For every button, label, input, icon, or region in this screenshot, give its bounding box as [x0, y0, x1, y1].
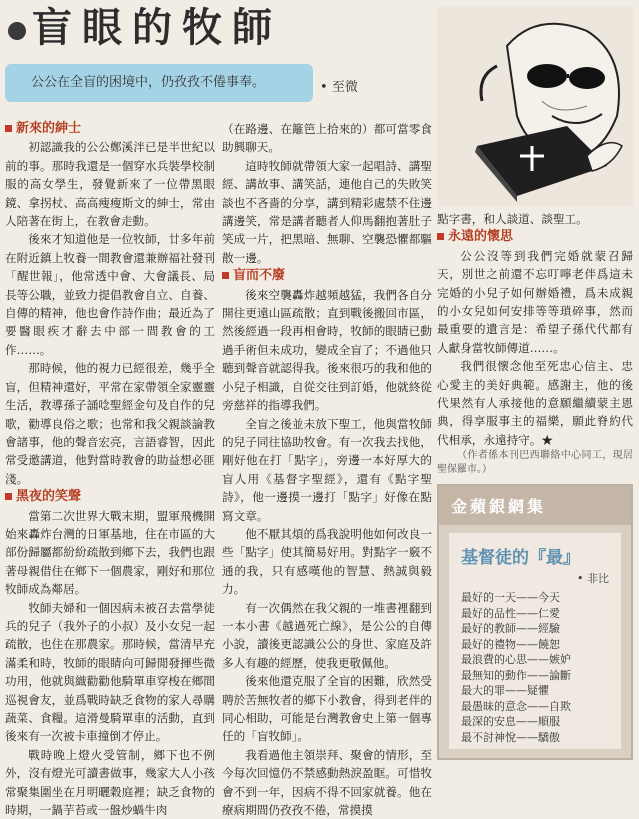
- poem-line: 最不討神悅——驕傲: [461, 730, 560, 744]
- poem-line: 最好的品性——仁愛: [461, 606, 560, 620]
- poem-title: 基督徒的『最』: [461, 548, 580, 568]
- sidebar-band: 金蘋銀網集: [439, 486, 631, 525]
- article-title-text: 盲眼的牧師: [32, 4, 282, 51]
- heading-square-icon: [5, 125, 12, 132]
- paragraph: 我們很懷念他至死忠心信主、忠心愛主的美好典範。感謝主，他的後代果然有人承接他的意願繼續蒙主恩典，得享服事主的福樂，願此脊約代代相承，永遠持守。★: [437, 359, 633, 447]
- poem-line: 最愚昧的意念——自欺: [461, 699, 571, 713]
- poem-line: 最浪費的心思——嫉妒: [461, 653, 571, 666]
- paragraph: 公公沒等到我們完婚就蒙召歸天，別世之前還不忘叮嚀老伴爲這未完婚的小兒子如何辦婚禮，爲未成親的小女兒如何安排等等瑣碎事，然而最重要的遺言是：希望子孫代代都有人獻身當牧師傳道……。: [437, 248, 633, 355]
- section-heading: 黑夜的笑聲: [5, 488, 215, 506]
- subtitle-text: 公公在全盲的困境中，仍孜孜不倦事奉。: [31, 75, 266, 90]
- paragraph: 後來他還克服了全盲的困難，欣然受聘於苦無牧者的鄉下小教會，得到老伴的同心相助，可能是台灣教會史上第一個專任的「盲牧師」。: [222, 674, 432, 744]
- paragraph: 這時牧師就帶領大家一起唱詩、講聖經、講故事、講笑話，連他自己的失敗笑談也不吝嗇的分享，講到精彩處禁不住邊講邊笑，常是講者聽者人仰馬翻抱著肚子笑成一片，把黑暗、無聊、空襲恐懼都驅散一邊。: [222, 158, 432, 265]
- heading-square-icon: [437, 233, 444, 240]
- poem-box: [449, 533, 621, 749]
- author-name: 至微: [331, 80, 358, 95]
- subtitle-banner: [5, 64, 313, 102]
- heading-square-icon: [222, 272, 229, 279]
- poem-line: 最好的教師——經驗: [461, 622, 560, 635]
- paragraph: 他不厭其煩的爲我說明他如何改良一些「點字」使其簡易好用。對點字一竅不通的我，只有感嘆他的智慧、熱誠與毅力。: [222, 526, 432, 597]
- paragraph: 那時候，他的視力已經很差，幾乎全盲，但精神還好，平常在家帶領全家靈靈生活，教導孫子誦唸聖經金句及自作的兒歌，勸導良俗之歌；也常和我父親談論教會諸事，他的聲音宏亮，言語睿智，因此常受邀講道，他對當時教會的助益想必匪淺。: [5, 361, 215, 486]
- poem-line: 最大的罪——疑懼: [461, 684, 549, 697]
- column-1: [5, 120, 215, 818]
- poem-line: 最好的禮物——饒恕: [461, 637, 560, 651]
- paragraph: 後來才知道他是一位牧師，廿多年前在附近鎮上牧養一間教會還兼辦福社發刊「醒世報」，他常透中會、大會議長、局長等公職，並致力提倡教會自立、自養、自傳的精神，他也會作詩作曲；最近為了要醫眼疾才辭去中部一間教會的工作……。: [5, 232, 215, 357]
- poem-line: 最無知的動作——論斷: [461, 668, 571, 682]
- section-heading: 永遠的懷思: [437, 228, 633, 246]
- author-note: （作者係本刊巴西聯絡中心同工，現居聖保羅市。）: [437, 450, 633, 476]
- paragraph: 點字書，和人談道、談聖工。: [437, 212, 588, 226]
- paragraph: 全盲之後並未放下聖工，他與當牧師的兒子同往協助牧會。有一次我去找他，剛好他在打「點字」，旁邊一本好厚大的盲人用《基督字聖經》，還有《點字聖詩》，他一邊摸一邊打「點字」好像在點寫文章。: [222, 416, 432, 523]
- paragraph: 牧師夫婦和一個因病未被召去當學徒兵的兒子（我外子的小叔）及小女兒一起疏散，也住在那農家。那時候，當清早充滿柔和時，牧師的眼睛向可歸閒發揮些微功用，他就與織勸勸他騎單車穿梭在鄉間巡視會友，並爲戰時缺乏食物的家人尋購蔬菜、食糧。這滑曼騎單車的活動，直到後來有一次被卡車撞倒才停止。: [5, 600, 215, 744]
- poem-line: 最好的一天——今天: [461, 591, 560, 604]
- paragraph: 戰時晚上燈火受管制，鄉下也不例外，沒有燈光可讀書做事，幾家大人小孩常聚集圍坐在月明曬穀庭裡；缺乏食物的時期，一鍋芋苔或一盤炒蝸牛肉: [5, 747, 215, 818]
- column-3: [437, 210, 633, 480]
- section-heading: 新來的紳士: [5, 120, 215, 138]
- paragraph: 初認識我的公公鄭溪泮已是半世紀以前的事。那時我還是一個穿水兵裝學校制服的高女學生，發覺新來了一位帶黑眼鏡、拿拐杖、高高瘦瘦斯文的紳士，常由人陪著在街上，在教會走動。: [5, 140, 215, 229]
- section-heading: 盲而不廢: [222, 267, 432, 285]
- paragraph: 有一次偶然在我父親的一堆書裡翻到一本小書《越過死亡線》，是公公的自傳小說，讀後更認識公公的身世、家庭及許多人有趣的經歷，使我更敬佩他。: [222, 600, 432, 670]
- pastor-illustration: [437, 6, 633, 206]
- poem-lines: [461, 590, 609, 745]
- article-title: [8, 2, 338, 54]
- paragraph: 我看過他主領崇拜、聚會的情形，至今每次回憶仍不禁感動熱淚盈眶。可惜牧會不到一年，因病不得不回家就養。他在療病期間仍孜孜不倦，常摸摸: [222, 747, 432, 818]
- paragraph: （在路邊、在籬笆上拾來的）都可當零食助興聊天。: [222, 122, 432, 155]
- poem-sidebar: [437, 484, 633, 760]
- author-byline: • 至微: [320, 80, 358, 95]
- poem-line: 最深的安息——順服: [461, 715, 560, 728]
- poem-author: • 非比: [577, 572, 609, 585]
- bullet-dot-icon: [8, 22, 26, 40]
- paragraph: 後來空襲轟炸越頻越猛，我們各自分開往更遠山區疏散；直到戰後搬回市區，然後經過一段再相會時，牧師的眼睛已動過手術但未成功，變成全盲了；不過他只聽到聲音就認得我。後來很巧的我和他的小兒子相識，自從交往到訂婚，他就終從旁慈祥的指導我們。: [222, 287, 432, 413]
- paragraph: 當第二次世界大戰末期，盟軍飛機開始來轟炸台灣的日軍基地，住在市區的大部份歸屬都紛紛疏散到鄉下去，我們也跟著母親借住在鄉下一個農家，剛好和那位牧師成為鄰居。: [5, 508, 215, 597]
- heading-square-icon: [5, 493, 12, 500]
- column-2: [222, 120, 432, 818]
